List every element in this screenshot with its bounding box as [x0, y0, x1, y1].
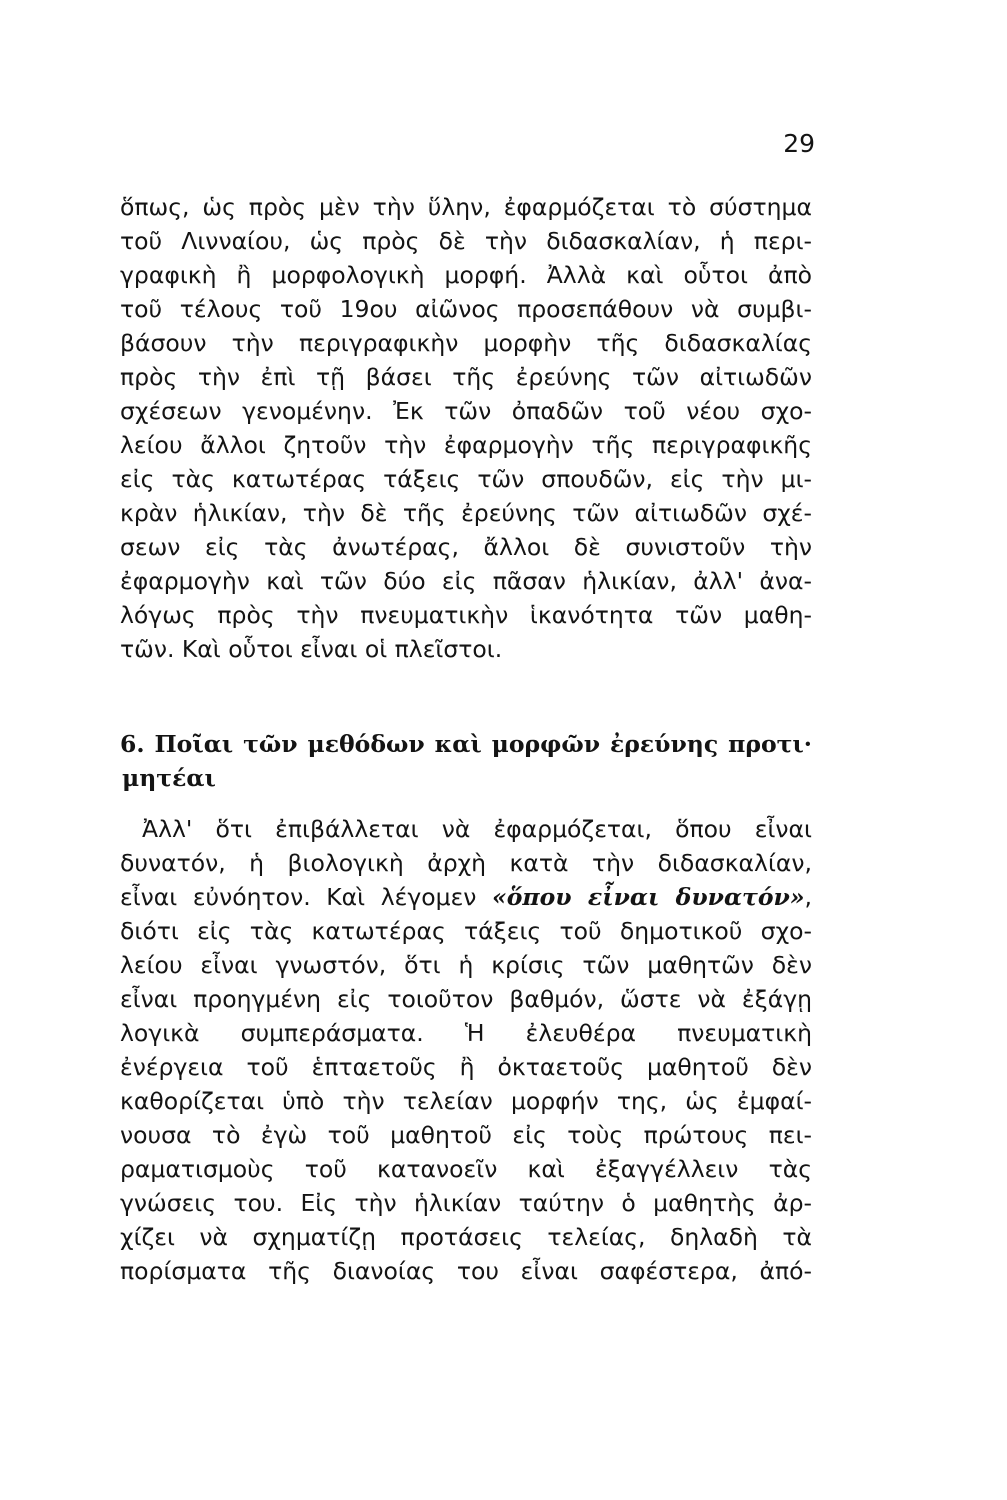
text-line: ραματισμοὺς τοῦ κατανοεῖν καὶ ἐξαγγέλλειν τὰς — [120, 1155, 812, 1183]
text-line: γνώσεις του. Εἰς τὴν ἡλικίαν ταύτην ὁ μαθητὴς ἀρ- — [120, 1189, 812, 1217]
text-segment: εἶναι εὐνόητον. Καὶ λέγομεν — [120, 883, 493, 911]
text-line: κρὰν ἡλικίαν, τὴν δὲ τῆς ἐρεύνης τῶν αἰτιωδῶν σχέ- — [120, 499, 812, 527]
emphasized-phrase: «ὅπου εἶναι δυνατόν» — [492, 883, 805, 911]
text-line: ὅπως, ὡς πρὸς μὲν τὴν ὕλην, ἐφαρμόζεται τὸ σύστημα — [120, 193, 812, 221]
text-line: γραφικὴ ἢ μορφολογικὴ μορφή. Ἀλλὰ καὶ οὗτοι ἀπὸ — [120, 261, 812, 289]
heading-line: μητέαι — [122, 764, 216, 792]
text-line: νουσα τὸ ἐγὼ τοῦ μαθητοῦ εἰς τοὺς πρώτους πει- — [120, 1121, 812, 1149]
text-line: δυνατόν, ἡ βιολογικὴ ἀρχὴ κατὰ τὴν διδασκαλίαν, — [120, 849, 812, 877]
text-line: διότι εἰς τὰς κατωτέρας τάξεις τοῦ δημοτικοῦ σχο- — [120, 917, 812, 945]
text-line: χίζει νὰ σχηματίζῃ προτάσεις τελείας, δηλαδὴ τὰ — [120, 1223, 812, 1251]
text-line: τῶν. Καὶ οὗτοι εἶναι οἱ πλεῖστοι. — [120, 635, 503, 663]
paragraph-main — [120, 812, 812, 1288]
text-line: ἐνέργεια τοῦ ἑπταετοῦς ἢ ὀκταετοῦς μαθητοῦ δὲν — [120, 1053, 812, 1081]
text-line: πρὸς τὴν ἐπὶ τῇ βάσει τῆς ἐρεύνης τῶν αἰτιωδῶν — [120, 363, 812, 391]
heading-line: 6. Ποῖαι τῶν μεθόδων καὶ μορφῶν ἐρεύνης προτι· — [120, 730, 812, 758]
text-line: εἶναι προηγμένη εἰς τοιοῦτον βαθμόν, ὥστε νὰ ἐξάγῃ — [120, 985, 812, 1013]
text-line: σεων εἰς τὰς ἀνωτέρας, ἄλλοι δὲ συνιστοῦν τὴν — [120, 533, 812, 561]
text-line: ἐφαρμογὴν καὶ τῶν δύο εἰς πᾶσαν ἡλικίαν, ἀλλ' ἀνα- — [120, 567, 812, 595]
text-line: βάσουν τὴν περιγραφικὴν μορφὴν τῆς διδασκαλίας — [120, 329, 812, 357]
text-line: λόγως πρὸς τὴν πνευματικὴν ἱκανότητα τῶν μαθη- — [120, 601, 812, 629]
paragraph-continued — [120, 190, 812, 666]
text-line: λείου εἶναι γνωστόν, ὅτι ἡ κρίσις τῶν μαθητῶν δὲν — [120, 951, 812, 979]
text-line: λείου ἄλλοι ζητοῦν τὴν ἐφαρμογὴν τῆς περιγραφικῆς — [120, 431, 812, 459]
text-line-with-emphasis — [120, 880, 812, 914]
text-segment: , — [804, 883, 812, 911]
text-line: πορίσματα τῆς διανοίας του εἶναι σαφέστερα, ἀπό- — [120, 1257, 812, 1285]
text-line: τοῦ τέλους τοῦ 19ου αἰῶνος προσεπάθουν νὰ συμβι- — [120, 295, 812, 323]
text-line: λογικὰ συμπεράσματα. Ἡ ἐλευθέρα πνευματικὴ — [120, 1019, 812, 1047]
text-line: τοῦ Λινναίου, ὡς πρὸς δὲ τὴν διδασκαλίαν, ἡ περι- — [120, 227, 812, 255]
page-number: 29 — [783, 129, 815, 158]
text-line: σχέσεων γενομένην. Ἐκ τῶν ὀπαδῶν τοῦ νέου σχο- — [120, 397, 812, 425]
text-line: εἰς τὰς κατωτέρας τάξεις τῶν σπουδῶν, εἰς τὴν μι- — [120, 465, 812, 493]
text-line: καθορίζεται ὑπὸ τὴν τελείαν μορφήν της, ὡς ἐμφαί- — [120, 1087, 812, 1115]
text-line: Ἀλλ' ὅτι ἐπιβάλλεται νὰ ἐφαρμόζεται, ὅπου εἶναι — [142, 815, 812, 843]
section-heading — [120, 727, 812, 795]
